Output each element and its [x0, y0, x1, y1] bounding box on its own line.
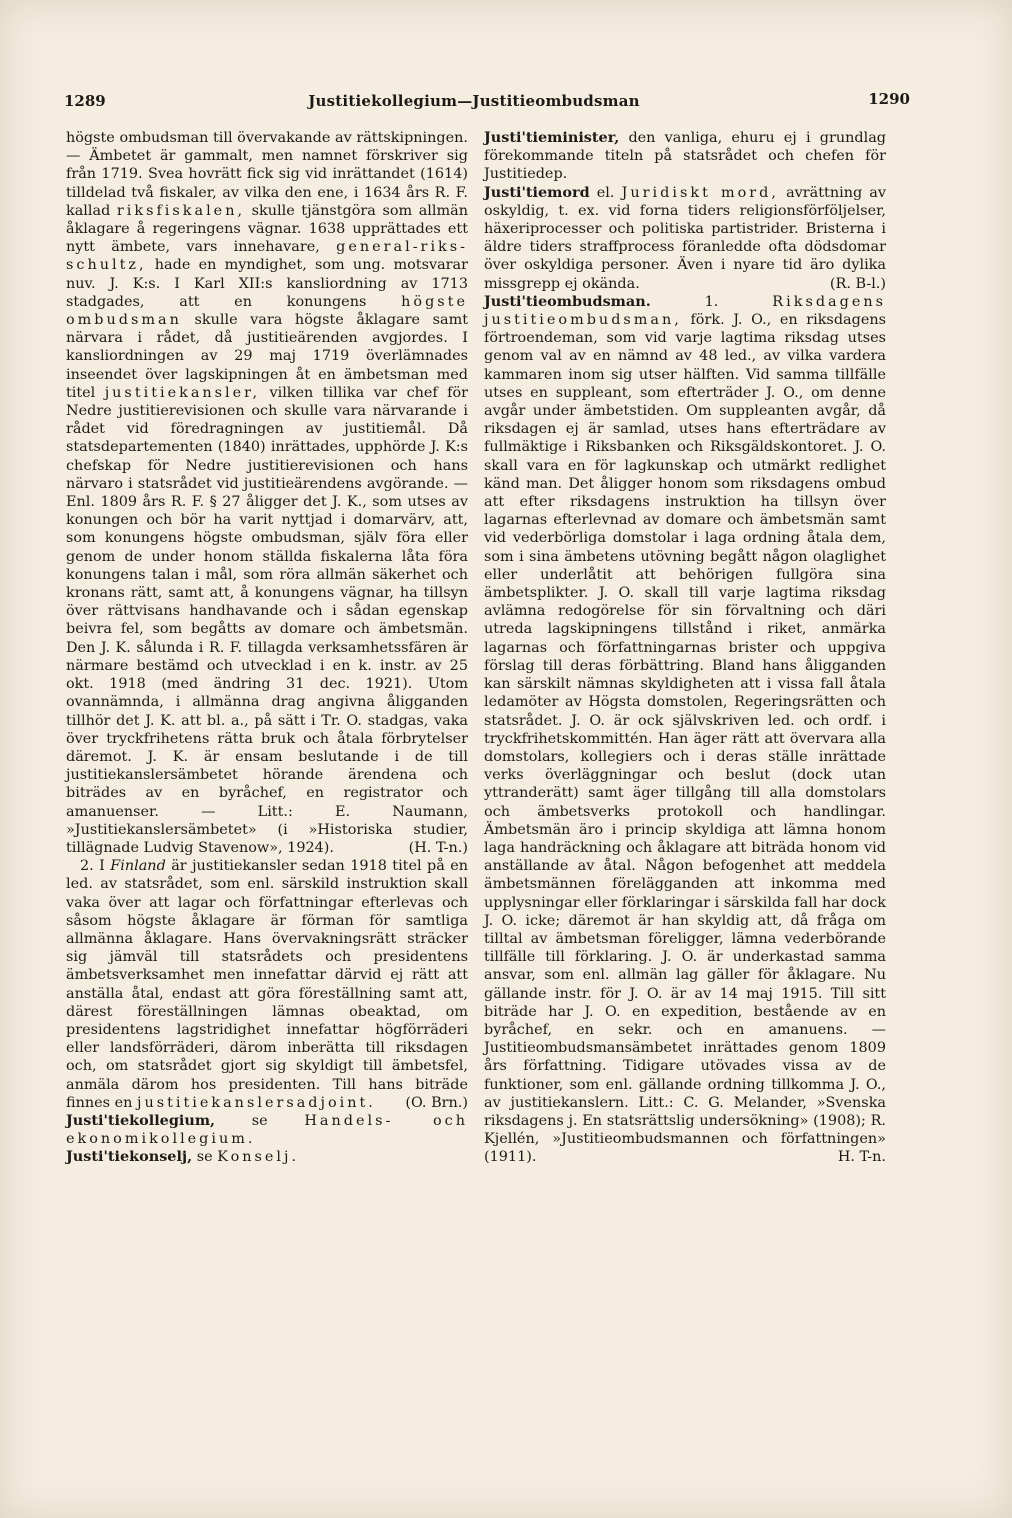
cross-reference: ekonomikollegium.	[66, 1131, 256, 1148]
running-title: Justitiekollegium—Justitieombudsman	[308, 92, 640, 110]
headword: Justi'tiekonselj,	[66, 1148, 193, 1166]
spaced-term: riksfiskalen,	[116, 202, 246, 219]
text-run: skulle tjänstgöra som allmän åklagare å regeringens vägnar. 1638 upprättades ett nytt ämbete, vars innehavare,	[66, 202, 469, 256]
entry-justitieminister	[484, 129, 886, 184]
entry-justitiemord	[484, 184, 886, 293]
page-number-left: 1289	[64, 92, 106, 110]
text-run: vilken tillika var chef för Nedre justitierevisionen och skulle vara närvarande i rådet vid föredragningen av justitiemål. Då statsdepartementen (1840) inrättades, upphörde J. K:s chefskap för Nedre justitierevisionen och hans närvaro i statsrådet vid justitieärendens avgörande. — Enl. 1809 års R. F. § 27 åligger det J. K., som utses av konungen och bör ha varit nyttjad i domarvärv, att, som konungens högste ombudsman, själv föra eller genom de under honom ställda fiskalerna låta föra konungens talan i mål, som röra allmän säkerhet och kronans rätt, samt att, å konungens vägnar, ha tillsyn över rättvisans handhavande och i sådan egenskap beivra fel, som begåtts av domare och ämbetsmän. Den J. K. sålunda i R. F. tillagda verksamhetssfären är närmare bestämd och utvecklad i en k. instr. av 25 okt. 1918 (med ändring 31 dec. 1921). Utom ovannämnda, i allmänna drag angivna åligganden tillhör det J. K. att bl. a., på sätt i Tr. O. stadgas, vaka över tryckfrihetens rätta bruk och åtala förbrytelser däremot. J. K. är ensam beslutande i de till justitiekanslersämbetet hörande ärendena och biträdes av en byråchef, en registrator och amanuenser. — Litt.: E. Naumann, »Justitiekanslersämbetet» (i »Historiska studier, tillägnade Ludvig Stavenow», 1924).	[66, 384, 469, 856]
author-signature: (R. B-l.)	[829, 275, 886, 292]
entry-justitiekansler-finland	[66, 857, 468, 1112]
entry-justitiekollegium	[66, 1112, 468, 1148]
text-run: avrättning av oskyldig, t. ex. vid forna tiders religionsförföljelser, häxeriprocesser och politiska partistrider. Bristerna i äldre tiders straffprocess föranledde ofta dödsdomar över oskyldiga personer. Även i nyare tid äro dylika missgrepp ej okända.	[484, 184, 887, 292]
cross-reference: Konselj.	[217, 1149, 300, 1166]
headword: Justi'tiemord	[484, 183, 590, 201]
page-header	[64, 90, 910, 116]
text-run: är justitiekansler sedan 1918 titel på en led. av statsrådet, som enl. särskild instruktion skall vaka över att lagar och författningar efterlevas och såsom högste åklagare är förman för samtliga allmänna åklagare. Hans övervakningsrätt sträcker sig jämväl till statsrådets och presidentens ämbetsverksamhet men innefattar därvid ej rätt att anställa åtal, endast att göra föreställning samt att, därest föreställningen lämnas obeaktad, om presidentens lagstridighet innefattar högförräderi eller landsförräderi, därom inberätta till riksdagen och, om statsrådet gjort sig skyldigt till ämbetsfel, anmäla därom hos presidenten. Till hans biträde finnes en	[66, 858, 468, 1111]
text-run: hade en myndighet, som ung. motsvarar nuv. J. K:s. I Karl XII:s kansliordning av 1713 stadgades, att en konungens	[66, 257, 468, 310]
spaced-term: högste ombudsman	[66, 293, 468, 329]
text-run: 2. I	[80, 858, 105, 875]
spaced-term: justitiekansler,	[104, 384, 261, 401]
spaced-term: general-riks-schultz,	[66, 239, 469, 274]
entry-justitieombudsman	[484, 293, 886, 1167]
author-signature: (H. T-n.)	[408, 839, 468, 856]
text-run: se	[196, 1149, 213, 1166]
author-signature: (O. Brn.)	[405, 1094, 468, 1111]
text-run: el.	[596, 184, 615, 201]
entry-justitiekonselj	[66, 1148, 468, 1166]
text-run: förk. J. O., en riksdagens förtroendeman, som vid varje lagtima riksdag utses genom val av en nämnd av 48 led., av vilka vardera kammaren inom sig utser hälften. Vid samma tillfälle utses en suppleant, som efterträder J. O., om denne avgår under ämbetstiden. Om suppleanten avgår, då riksdagen ej är samlad, utses hans efterträdare av fullmäktige i Riksbanken och Riksgäldskontoret. J. O. skall vara en för lagkunskap och utmärkt redlighet känd man. Det åligger honom som riksdagens ombud att efter riksdagens instruktion ha tillsyn över lagarnas efterlevnad av domare och ämbetsmän samt vid vederbörliga domstolar i laga ordning åtala dem, som i sina ämbetens utövning begått någon olaglighet eller underlåtit att behörigen fullgöra sina ämbetsplikter. J. O. skall till varje lagtima riksdag avlämna redogörelse för sin förvaltning och däri utreda lagskipningens tillstånd i riket, anmärka lagarnas och författningarnas brister och uppgiva förslag till deras förbättring. Bland hans åligganden kan särskilt nämnas skyldigheten att i vissa fall åtala ledamöter av Högsta domstolen, Regeringsrätten och statsrådet. J. O. är ock självskriven led. och ordf. i tryckfrihetskommittén. Han äger rätt att övervara alla domstolars, kollegiers och i deras ställe inrättade verks överläggningar och beslut (dock utan yttranderätt) samt äger tillgång till alla domstolars och ämbetsverks protokoll och handlingar. Ämbetsmän äro i princip skyldiga att lämna honom laga handräckning och åklagare att biträda honom vid anställande av åtal. Någon befogenhet att meddela ämbetsmännen förelägganden att inkomma med upplysningar eller förklaringar i särskilda fall har dock J. O. icke; däremot är han skyldig att, då fråga om tilltal av ämbetsman föreligger, lämna vederbörande tillfälle till förklaring. J. O. är underkastad samma ansvar, som enl. allmän lag gäller för åklagare. Nu gällande instr. för J. O. är av 14 maj 1915. Till sitt biträde har J. O. en expedition, bestående av en byråchef, en sekr. och en amanuens. — Justitieombudsmansämbetet inrättades genom 1809 års författning. Tidigare utövades vissa av de funktioner, som enl. gällande ordning tillkomma J. O., av justitiekanslern. Litt.: C. G. Melander, »Svenska riksdagens j. En statsrättslig undersökning» (1908); R. Kjellén, »Justitieombudsmannen och författningen» (1911).	[484, 312, 886, 1166]
text-run: se	[251, 1112, 268, 1129]
spaced-term: Riksdagens justitieombudsman,	[484, 293, 886, 329]
headword: Justi'tieombudsman.	[484, 292, 651, 310]
spaced-term: Juridiskt mord,	[621, 184, 779, 201]
right-column	[484, 129, 886, 1167]
left-column	[66, 129, 468, 1167]
headword: Justi'tieminister,	[484, 129, 620, 146]
cross-reference: Handels- och	[304, 1112, 468, 1129]
page-number-right: 1290	[868, 90, 910, 108]
spaced-term: justitiekanslersadjoint.	[136, 1094, 376, 1111]
text-run: skulle vara högste åklagare samt närvara i rådet, då justitieärenden avgjordes. I kansliordningen av 29 maj 1719 överlämnades inseendet över lagskipningen åt en ämbetsman med titel	[66, 312, 468, 401]
headword: Justi'tiekollegium,	[66, 1111, 216, 1129]
author-signature: H. T-n.	[837, 1149, 886, 1166]
text-run: 1.	[704, 293, 719, 310]
italic-term: Finland	[110, 858, 166, 875]
text-run: högste ombudsman till övervakande av rättskipningen. — Ämbetet är gammalt, men namnet förskriver sig från 1719. Svea hovrätt fick sig vid inrättandet (1614) tilldelad två fiskaler, av vilka den ene, i 1634 års R. F. kallad	[66, 130, 468, 219]
entry-justitiekansler-sweden	[66, 129, 468, 857]
text-run: den vanliga, ehuru ej i grundlag förekommande titeln på statsrådet och chefen för Justitiedep.	[484, 130, 886, 183]
